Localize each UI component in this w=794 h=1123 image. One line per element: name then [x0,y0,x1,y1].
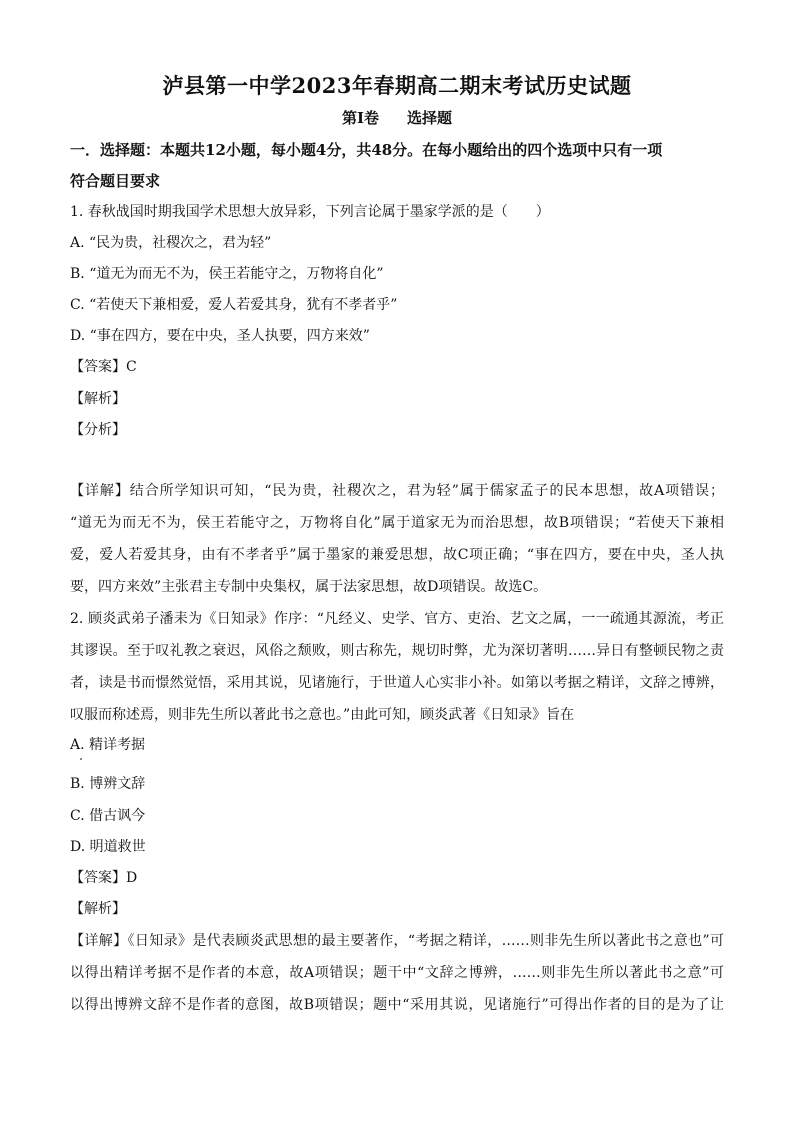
q1-answer: 【答案】C [70,359,137,375]
q2-detail-line-3: 以得出博辨文辞不是作者的意图，故B项错误；题中“采用其说，见诸施行”可得出作者的目的是为了让 [70,997,724,1013]
q1-detail-line-3: 爱，爱人若爱其身，由有不孝者乎”属于墨家的兼爱思想，故C项正确；“事在四方，要在中央，圣人执 [70,547,724,563]
q2-option-b: B. 博辨文辞 [70,776,146,792]
q1-option-b: B. “道无为而无不为，侯王若能守之，万物将自化” [70,266,384,282]
q2-option-c: C. 借古讽今 [70,808,146,824]
volume-subtitle [0,107,794,128]
q1-fenxi-label: 【分析】 [70,422,126,438]
q2-detail-line-1: 【详解】《日知录》是代表顾炎武思想的最主要著作，“考据之精详，……则非先生所以著此书之意也”可 [70,933,724,949]
section-type-label: 选择题 [407,109,453,127]
q2-stem-line-2: 其谬误。至于叹礼教之衰迟，风俗之颓败，则古称先，规切时弊，尤为深切著明……异日有整顿民物之责 [70,643,724,659]
q1-detail-line-2: “道无为而无不为，侯王若能守之，万物将自化”属于道家无为而治思想，故B项错误；“若使天下兼相 [70,515,724,531]
q1-option-a: A. “民为贵，社稷次之，君为轻” [70,235,272,251]
q1-detail-line-1: 【详解】结合所学知识可知，“民为贵，社稷次之，君为轻”属于儒家孟子的民本思想，故A项错误； [70,483,724,499]
q1-option-d: D. “事在四方，要在中央，圣人执要，四方来效” [70,328,370,344]
q2-stem-line-1: 2. 顾炎武弟子潘耒为《日知录》作序：“凡经义、史学、官方、吏治、艺文之属，一一疏通其源流，考正 [70,611,724,627]
q2-option-d: D. 明道救世 [70,839,146,855]
section-heading-line-2: 符合题目要求 [70,172,161,190]
volume-label: 第I卷 [341,109,379,127]
q1-option-c: C. “若使天下兼相爱，爱人若爱其身，犹有不孝者乎” [70,297,398,313]
q1-stem: 1. 春秋战国时期我国学术思想大放异彩，下列言论属于墨家学派的是（ ） [70,204,550,220]
q2-answer: 【答案】D [70,870,138,886]
q2-stem-line-3: 者，读是书而憬然觉悟，采用其说，见诸施行，于世道人心实非小补。如第以考据之精详，文辞之博辨， [70,675,724,691]
section-heading-line-1: 一．选择题：本题共12小题，每小题4分，共48分。在每小题给出的四个选项中只有一项 [70,141,663,159]
q2-detail-line-2: 以得出精详考据不是作者的本意，故A项错误；题干中“文辞之博辨，……则非先生所以著此书之意”可 [70,965,724,981]
page-title: 泸县第一中学2023年春期高二期末考试历史试题 [162,73,632,98]
q2-analysis-label: 【解析】 [70,901,126,917]
q2-stem-line-4: 叹服而称述焉，则非先生所以著此书之意也。”由此可知，顾炎武著《日知录》旨在 [70,707,575,723]
stray-dot [80,758,82,760]
q1-analysis-label: 【解析】 [70,391,126,407]
q2-option-a: A. 精详考据 [70,737,146,753]
q1-detail-line-4: 要，四方来效”主张君主专制中央集权，属于法家思想，故D项错误。故选C。 [70,579,548,595]
